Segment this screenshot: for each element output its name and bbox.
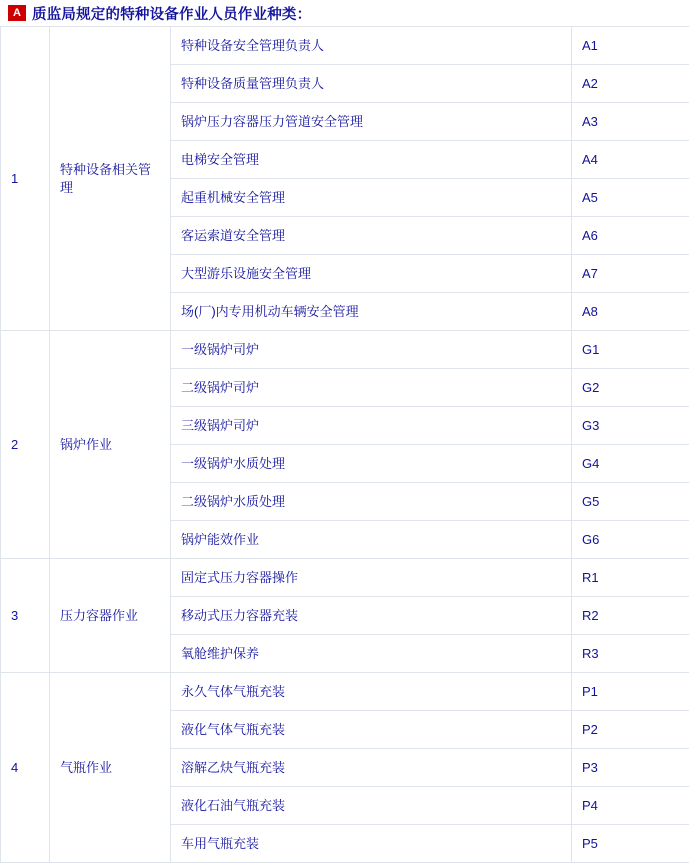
job-code-cell: A2: [572, 65, 689, 103]
job-code-cell: A8: [572, 293, 689, 331]
job-code-cell: R1: [572, 559, 689, 597]
job-type-cell: 溶解乙炔气瓶充装: [171, 749, 572, 787]
job-type-cell: 三级锅炉司炉: [171, 407, 572, 445]
job-code-cell: P5: [572, 825, 689, 863]
job-code-cell: G2: [572, 369, 689, 407]
job-type-cell: 液化气体气瓶充装: [171, 711, 572, 749]
group-category-cell: 锅炉作业: [50, 331, 171, 559]
job-type-cell: 氧舱维护保养: [171, 635, 572, 673]
job-code-cell: A7: [572, 255, 689, 293]
job-type-cell: 电梯安全管理: [171, 141, 572, 179]
job-type-cell: 场(厂)内专用机动车辆安全管理: [171, 293, 572, 331]
job-code-cell: R2: [572, 597, 689, 635]
section-badge-icon: A: [8, 5, 26, 21]
job-code-cell: G1: [572, 331, 689, 369]
job-type-cell: 车用气瓶充装: [171, 825, 572, 863]
job-code-cell: A5: [572, 179, 689, 217]
group-number-cell: 1: [1, 27, 50, 331]
job-code-cell: P4: [572, 787, 689, 825]
page-title: 质监局规定的特种设备作业人员作业种类：: [32, 3, 311, 24]
job-type-cell: 移动式压力容器充装: [171, 597, 572, 635]
job-type-cell: 液化石油气瓶充装: [171, 787, 572, 825]
job-type-cell: 二级锅炉司炉: [171, 369, 572, 407]
job-type-cell: 特种设备安全管理负责人: [171, 27, 572, 65]
group-number-cell: 4: [1, 673, 50, 863]
job-code-cell: G4: [572, 445, 689, 483]
table-row: [1, 27, 689, 65]
job-code-cell: G6: [572, 521, 689, 559]
job-code-cell: A6: [572, 217, 689, 255]
job-type-cell: 一级锅炉司炉: [171, 331, 572, 369]
job-code-cell: P1: [572, 673, 689, 711]
group-number-cell: 2: [1, 331, 50, 559]
job-code-cell: P3: [572, 749, 689, 787]
job-type-cell: 二级锅炉水质处理: [171, 483, 572, 521]
job-code-cell: G5: [572, 483, 689, 521]
group-number-cell: 3: [1, 559, 50, 673]
group-category-cell: 特种设备相关管理: [50, 27, 171, 331]
table-row: [1, 559, 689, 597]
job-code-cell: R3: [572, 635, 689, 673]
section-header: [0, 0, 689, 26]
job-code-cell: G3: [572, 407, 689, 445]
special-equipment-categories-table: [0, 26, 689, 863]
job-code-cell: A1: [572, 27, 689, 65]
job-code-cell: P2: [572, 711, 689, 749]
job-type-cell: 特种设备质量管理负责人: [171, 65, 572, 103]
table-row: [1, 331, 689, 369]
job-type-cell: 起重机械安全管理: [171, 179, 572, 217]
job-code-cell: A4: [572, 141, 689, 179]
group-category-cell: 气瓶作业: [50, 673, 171, 863]
table-row: [1, 673, 689, 711]
job-type-cell: 客运索道安全管理: [171, 217, 572, 255]
job-type-cell: 锅炉能效作业: [171, 521, 572, 559]
job-type-cell: 固定式压力容器操作: [171, 559, 572, 597]
table-body: [1, 27, 689, 863]
job-type-cell: 一级锅炉水质处理: [171, 445, 572, 483]
job-type-cell: 锅炉压力容器压力管道安全管理: [171, 103, 572, 141]
job-type-cell: 大型游乐设施安全管理: [171, 255, 572, 293]
group-category-cell: 压力容器作业: [50, 559, 171, 673]
job-type-cell: 永久气体气瓶充装: [171, 673, 572, 711]
job-code-cell: A3: [572, 103, 689, 141]
